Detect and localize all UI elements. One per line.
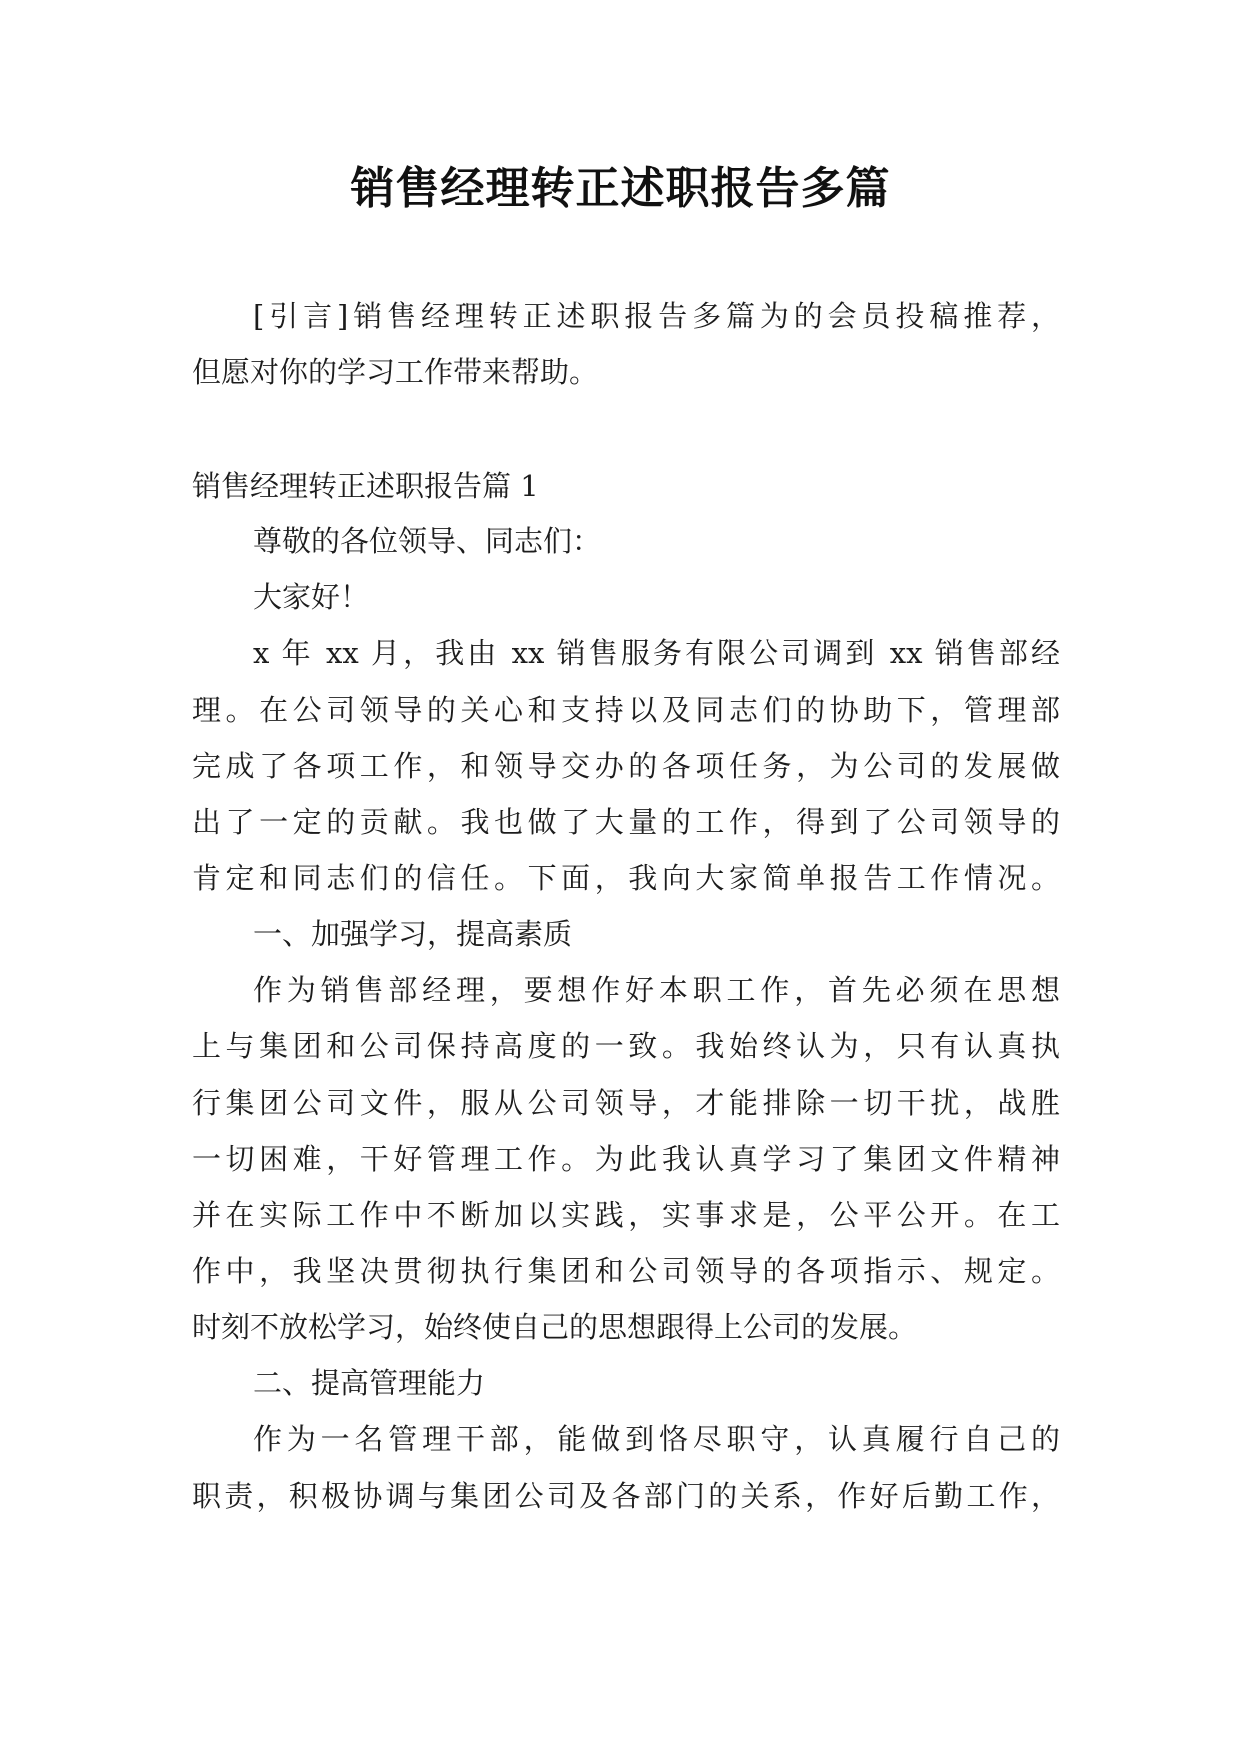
para1-line-5: 肯定和同志们的信任。下面，我向大家简单报告工作情况。 <box>192 861 1060 895</box>
para1-line-4: 出了一定的贡献。我也做了大量的工作，得到了公司领导的 <box>192 805 1060 839</box>
para2-line-2: 上与集团和公司保持高度的一致。我始终认为，只有认真执 <box>192 1029 1060 1063</box>
para1-line-3: 完成了各项工作，和领导交办的各项任务，为公司的发展做 <box>192 749 1060 783</box>
para3-line-2: 职责，积极协调与集团公司及各部门的关系，作好后勤工作， <box>192 1479 1060 1513</box>
section-heading: 销售经理转正述职报告篇 1 <box>192 469 539 503</box>
heading-2: 二、提高管理能力 <box>253 1366 486 1400</box>
para2-line-6: 作中，我坚决贯彻执行集团和公司领导的各项指示、规定。 <box>192 1254 1060 1288</box>
para2-line-5: 并在实际工作中不断加以实践，实事求是，公平公开。在工 <box>192 1198 1060 1232</box>
para3-line-1: 作为一名管理干部，能做到恪尽职守，认真履行自己的 <box>253 1422 1060 1456</box>
greeting: 大家好！ <box>253 580 370 614</box>
heading-1: 一、加强学习，提高素质 <box>253 917 573 951</box>
para1-line-1: x 年 xx 月，我由 xx 销售服务有限公司调到 xx 销售部经 <box>253 636 1060 670</box>
para2-line-3: 行集团公司文件，服从公司领导，才能排除一切干扰，战胜 <box>192 1086 1060 1120</box>
document-title: 销售经理转正述职报告多篇 <box>350 163 891 214</box>
para2-line-7: 时刻不放松学习，始终使自己的思想跟得上公司的发展。 <box>192 1310 918 1344</box>
intro-line-1: [引言]销售经理转正述职报告多篇为的会员投稿推荐， <box>253 299 1060 333</box>
salutation: 尊敬的各位领导、同志们： <box>253 524 602 558</box>
para2-line-1: 作为销售部经理，要想作好本职工作，首先必须在思想 <box>253 973 1060 1007</box>
para2-line-4: 一切困难，干好管理工作。为此我认真学习了集团文件精神 <box>192 1142 1060 1176</box>
intro-line-2: 但愿对你的学习工作带来帮助。 <box>192 355 599 389</box>
para1-line-2: 理。在公司领导的关心和支持以及同志们的协助下，管理部 <box>192 693 1060 727</box>
